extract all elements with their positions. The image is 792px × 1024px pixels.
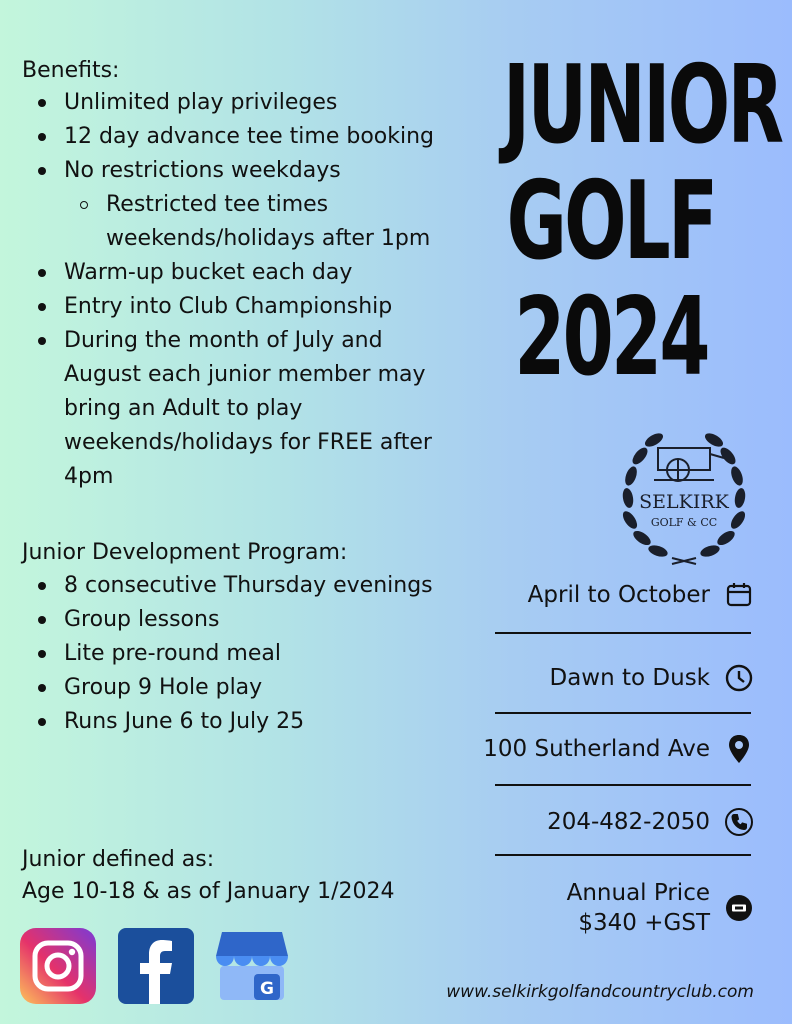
ticket-icon — [724, 893, 754, 923]
season-text: April to October — [527, 582, 710, 608]
price-label: Annual Price — [566, 880, 710, 906]
program-list — [22, 569, 462, 739]
list-item: Restricted tee times — [22, 188, 462, 222]
price-text — [567, 878, 710, 938]
benefits-title: Benefits: — [22, 58, 120, 83]
list-item-cont: bring an Adult to play — [64, 396, 303, 421]
price-value: $340 +GST — [578, 910, 710, 936]
map-pin-icon — [724, 734, 754, 764]
phone-row — [547, 807, 754, 837]
address-row — [483, 734, 754, 764]
phone-icon — [724, 807, 754, 837]
headline-golf: GOLF — [506, 159, 716, 284]
hours-row — [550, 663, 755, 693]
website-link[interactable]: www.selkirkgolfandcountryclub.com — [446, 982, 754, 1002]
list-item-cont: weekends/holidays after 1pm — [106, 226, 431, 251]
list-item-cont: 4pm — [64, 464, 114, 489]
divider — [495, 712, 751, 714]
divider — [495, 784, 751, 786]
google-business-icon[interactable] — [214, 928, 290, 1004]
headline-year: 2024 — [514, 275, 708, 400]
list-item: Group 9 Hole play — [22, 671, 462, 705]
facebook-icon[interactable] — [118, 928, 194, 1004]
list-item: Lite pre-round meal — [22, 637, 462, 671]
hours-text: Dawn to Dusk — [549, 665, 710, 691]
divider — [495, 854, 751, 856]
headline-junior: JUNIOR — [502, 43, 782, 168]
junior-title: Junior defined as: — [22, 847, 215, 872]
club-logo — [608, 418, 760, 568]
list-item: Warm-up bucket each day — [22, 256, 462, 290]
list-item-cont: August each junior member may — [64, 362, 426, 387]
program-title: Junior Development Program: — [22, 540, 348, 565]
season-row — [528, 580, 754, 610]
list-item: Entry into Club Championship — [22, 290, 462, 324]
list-item: 8 consecutive Thursday evenings — [22, 569, 462, 603]
list-item: During the month of July and — [22, 324, 462, 358]
instagram-icon[interactable] — [20, 928, 96, 1004]
divider — [495, 632, 751, 634]
junior-definition: Age 10-18 & as of January 1/2024 — [22, 879, 395, 904]
list-item: 12 day advance tee time booking — [22, 120, 462, 154]
calendar-icon — [724, 580, 754, 610]
list-item: Unlimited play privileges — [22, 86, 462, 120]
list-item: Runs June 6 to July 25 — [22, 705, 462, 739]
phone-text: 204-482-2050 — [547, 809, 710, 835]
list-item: Group lessons — [22, 603, 462, 637]
clock-icon — [724, 663, 754, 693]
address-text: 100 Sutherland Ave — [483, 736, 710, 762]
list-item: No restrictions weekdays — [22, 154, 462, 188]
price-row — [567, 878, 754, 938]
svg-text:SELKIRK: SELKIRK — [639, 491, 729, 513]
svg-text:GOLF & CC: GOLF & CC — [650, 516, 718, 529]
list-item-cont: weekends/holidays for FREE after — [64, 430, 432, 455]
svg-text:G: G — [260, 979, 274, 999]
benefits-list — [22, 86, 462, 494]
